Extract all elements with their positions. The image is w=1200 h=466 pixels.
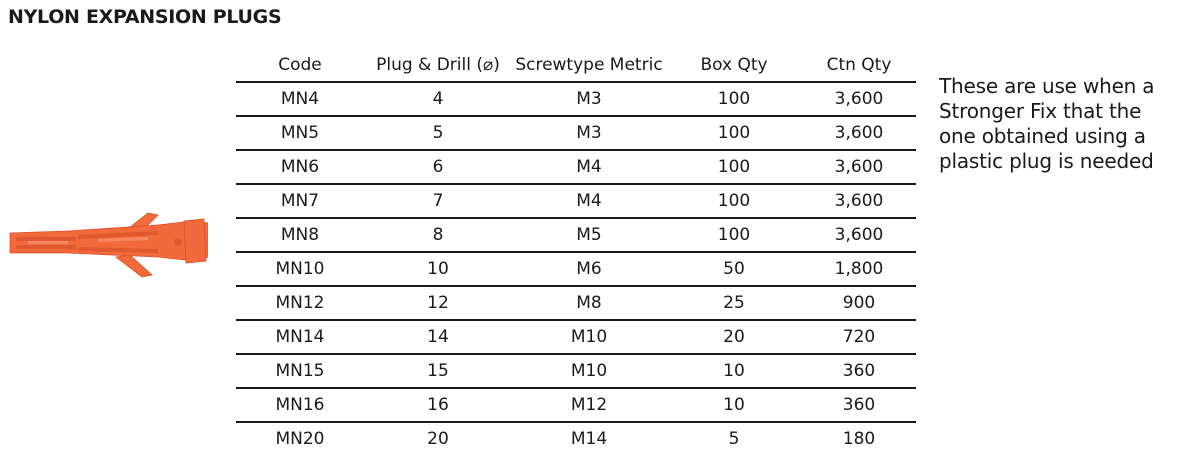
table-row <box>236 320 916 354</box>
cell-plug-drill: 15 <box>364 354 512 388</box>
cell-plug-drill: 12 <box>364 286 512 320</box>
table-row <box>236 82 916 116</box>
cell-ctn-qty: 360 <box>802 388 916 422</box>
cell-screwtype: M10 <box>512 354 666 388</box>
cell-screwtype: M12 <box>512 388 666 422</box>
cell-plug-drill: 5 <box>364 116 512 150</box>
table-row <box>236 150 916 184</box>
table-row <box>236 184 916 218</box>
column-header-plug-drill: Plug & Drill (⌀) <box>364 48 512 82</box>
cell-box-qty: 10 <box>666 388 802 422</box>
cell-code: MN5 <box>236 116 364 150</box>
side-note-line: Stronger Fix that the <box>939 99 1142 123</box>
table-row <box>236 252 916 286</box>
column-header-box-qty: Box Qty <box>666 48 802 82</box>
cell-plug-drill: 7 <box>364 184 512 218</box>
cell-box-qty: 100 <box>666 184 802 218</box>
cell-box-qty: 50 <box>666 252 802 286</box>
cell-code: MN14 <box>236 320 364 354</box>
table-row <box>236 116 916 150</box>
cell-code: MN6 <box>236 150 364 184</box>
cell-box-qty: 10 <box>666 354 802 388</box>
cell-box-qty: 5 <box>728 429 740 449</box>
table-header-row <box>236 48 916 82</box>
cell-ctn-qty: 360 <box>802 354 916 388</box>
side-note <box>939 74 1194 174</box>
table-row <box>236 422 916 455</box>
cell-code: MN10 <box>236 252 364 286</box>
cell-code: MN8 <box>236 218 364 252</box>
cell-screwtype: M3 <box>512 82 666 116</box>
cell-box-qty: 100 <box>666 218 802 252</box>
table-row <box>236 388 916 422</box>
cell-plug-drill: 20 <box>427 429 449 449</box>
cell-code: MN15 <box>236 354 364 388</box>
cell-screwtype: M8 <box>512 286 666 320</box>
side-note-line: These are use when a <box>939 74 1155 98</box>
cell-code: MN4 <box>236 82 364 116</box>
cell-plug-drill: 14 <box>364 320 512 354</box>
cell-plug-drill: 4 <box>364 82 512 116</box>
side-note-line: one obtained using a <box>939 124 1146 148</box>
cell-code: MN7 <box>236 184 364 218</box>
product-spec-table <box>236 48 916 455</box>
cell-code: MN16 <box>236 388 364 422</box>
cell-ctn-qty: 900 <box>802 286 916 320</box>
cell-box-qty: 100 <box>666 116 802 150</box>
table-row <box>236 218 916 252</box>
cell-screwtype: M4 <box>512 184 666 218</box>
column-header-ctn-qty: Ctn Qty <box>802 48 916 82</box>
cell-screwtype: M6 <box>512 252 666 286</box>
cell-screwtype: M5 <box>512 218 666 252</box>
cell-ctn-qty: 3,600 <box>802 116 916 150</box>
page-title: NYLON EXPANSION PLUGS <box>8 6 282 28</box>
cell-screwtype: M10 <box>512 320 666 354</box>
side-note-line: plastic plug is needed <box>939 149 1154 173</box>
cell-ctn-qty: 3,600 <box>802 82 916 116</box>
table-row <box>236 354 916 388</box>
cell-ctn-qty: 3,600 <box>802 150 916 184</box>
nylon-expansion-plug-icon <box>8 205 208 285</box>
cell-box-qty: 100 <box>666 150 802 184</box>
cell-plug-drill: 8 <box>364 218 512 252</box>
cell-ctn-qty: 3,600 <box>802 218 916 252</box>
cell-ctn-qty: 180 <box>842 429 876 449</box>
cell-ctn-qty: 720 <box>802 320 916 354</box>
cell-plug-drill: 6 <box>364 150 512 184</box>
column-header-code: Code <box>236 48 364 82</box>
cell-box-qty: 25 <box>666 286 802 320</box>
cell-plug-drill: 10 <box>364 252 512 286</box>
cell-plug-drill: 16 <box>364 388 512 422</box>
cell-screwtype: M14 <box>570 429 608 449</box>
cell-code: MN20 <box>275 429 325 449</box>
cell-screwtype: M3 <box>512 116 666 150</box>
cell-box-qty: 100 <box>666 82 802 116</box>
cell-ctn-qty: 1,800 <box>802 252 916 286</box>
cell-code: MN12 <box>236 286 364 320</box>
table-row <box>236 286 916 320</box>
cell-screwtype: M4 <box>512 150 666 184</box>
cell-box-qty: 20 <box>666 320 802 354</box>
column-header-screwtype: Screwtype Metric <box>512 48 666 82</box>
cell-ctn-qty: 3,600 <box>802 184 916 218</box>
